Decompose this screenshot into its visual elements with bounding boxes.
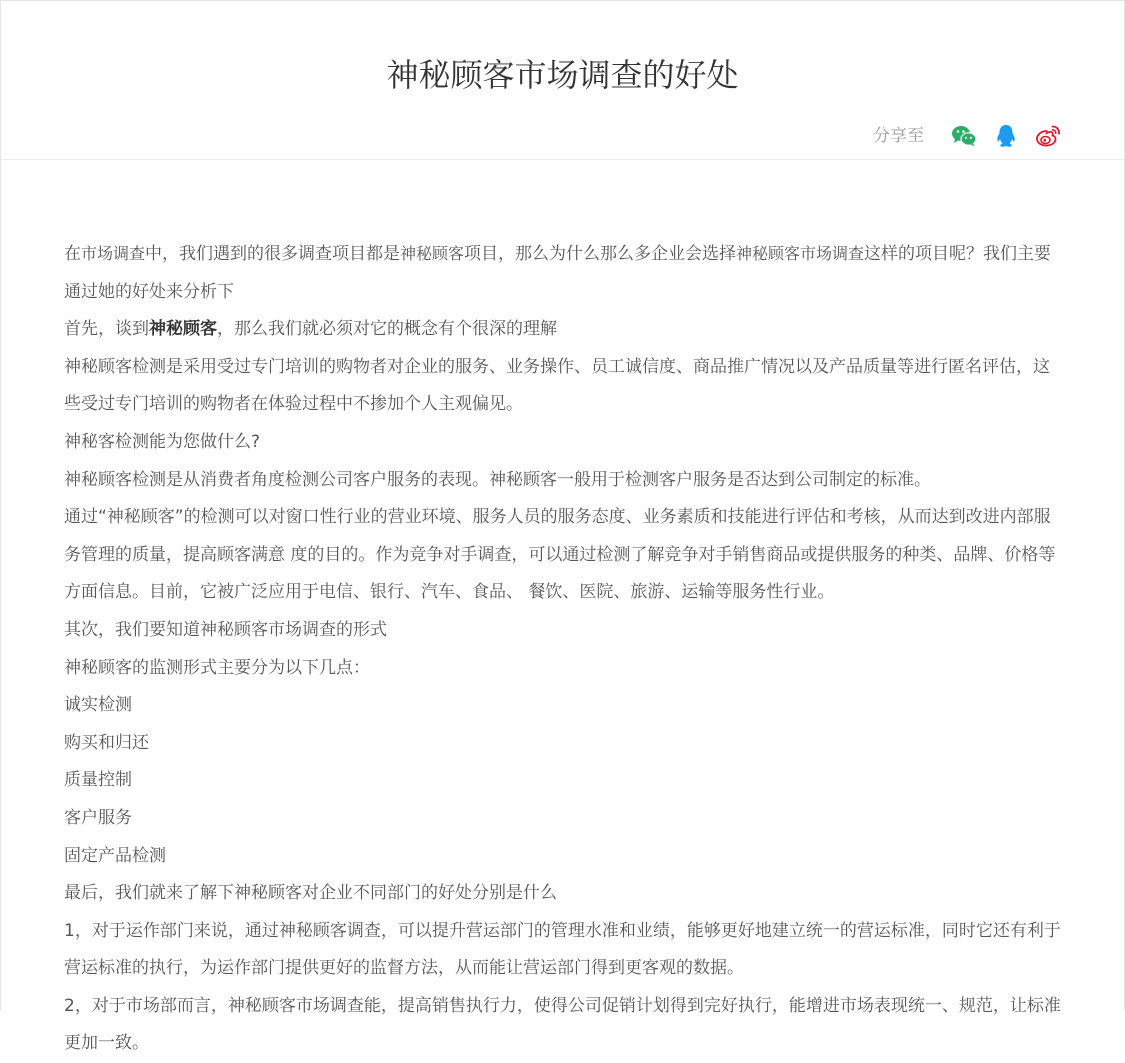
paragraph-intro: 在市场调查中，我们遇到的很多调查项目都是神秘顾客项目，那么为什么那么多企业会选择神秘顾客市场调查这样的项目呢？我们主要通过她的好处来分析下	[64, 244, 1052, 302]
share-label: 分享至	[873, 126, 924, 146]
keyword-link: 神秘顾客市场调查	[736, 244, 865, 263]
paragraph-question: 神秘客检测能为您做什么?	[64, 431, 261, 452]
paragraph-benefits-intro: 最后，我们就来了解下神秘顾客对企业不同部门的好处分别是什么	[64, 883, 557, 904]
paragraph-benefit-marketing: 2，对于市场部而言，神秘顾客市场调查能，提高销售执行力，使得公司促销计划得到完好执行，能增进市场表现统一、规范，让标准更加一致。	[64, 995, 1061, 1054]
keyword-link: 市场调查	[268, 619, 336, 640]
wechat-icon[interactable]	[950, 122, 978, 150]
keyword-link: 神秘顾客	[400, 244, 465, 263]
keyword-bold: 神秘顾客	[149, 319, 217, 340]
share-bar	[873, 122, 1062, 150]
paragraph-forms-intro: 其次，我们要知道神秘顾客市场调查的形式	[64, 619, 387, 640]
qq-icon[interactable]	[992, 122, 1020, 150]
article-title: 神秘顾客市场调查的好处	[386, 56, 739, 94]
paragraph-purpose: 神秘顾客检测是从消费者角度检测公司客户服务的表现。神秘顾客一般用于检测客户服务是否达到公司制定的标准。	[64, 469, 931, 490]
paragraph-forms-lead: 神秘顾客的监测形式主要分为以下几点：	[64, 657, 370, 678]
weibo-icon[interactable]	[1034, 122, 1062, 150]
list-item: 客户服务	[64, 807, 132, 828]
paragraph-benefit-operations: 1，对于运作部门来说，通过神秘顾客调查，可以提升营运部门的管理水准和业绩，能够更好地建立统一的营运标准，同时它还有利于营运标准的执行，为运作部门提供更好的监督方法，从而能让营运部门得到更客观的数据。	[64, 920, 1061, 979]
list-item: 购买和归还	[64, 732, 149, 753]
article-body	[64, 235, 1062, 1063]
paragraph-concept: 首先，谈到神秘顾客，那么我们就必须对它的概念有个很深的理解	[64, 319, 557, 340]
list-item: 固定产品检测	[64, 845, 166, 866]
list-item: 质量控制	[64, 770, 132, 791]
keyword-link: 市场调查	[81, 244, 146, 263]
paragraph-application: 通过“神秘顾客”的检测可以对窗口性行业的营业环境、服务人员的服务态度、业务素质和技能进行评估和考核，从而达到改进内部服务管理的质量，提高顾客满意 度的目的。作为竞争对手调查，可以通过检测了解竞争对手销售商品或提供服务的种类、品牌、价格等方面信息。目前，它被广泛应用于电信、银行、汽车、食品、 餐饮、医院、旅游、运输等服务性行业。	[64, 507, 1056, 603]
article-header	[1, 1, 1124, 160]
paragraph-definition: 神秘顾客检测是采用受过专门培训的购物者对企业的服务、业务操作、员工诚信度、商品推广情况以及产品质量等进行匿名评估，这些受过专门培训的购物者在体验过程中不掺加个人主观偏见。	[64, 356, 1050, 415]
list-item: 诚实检测	[64, 695, 132, 716]
